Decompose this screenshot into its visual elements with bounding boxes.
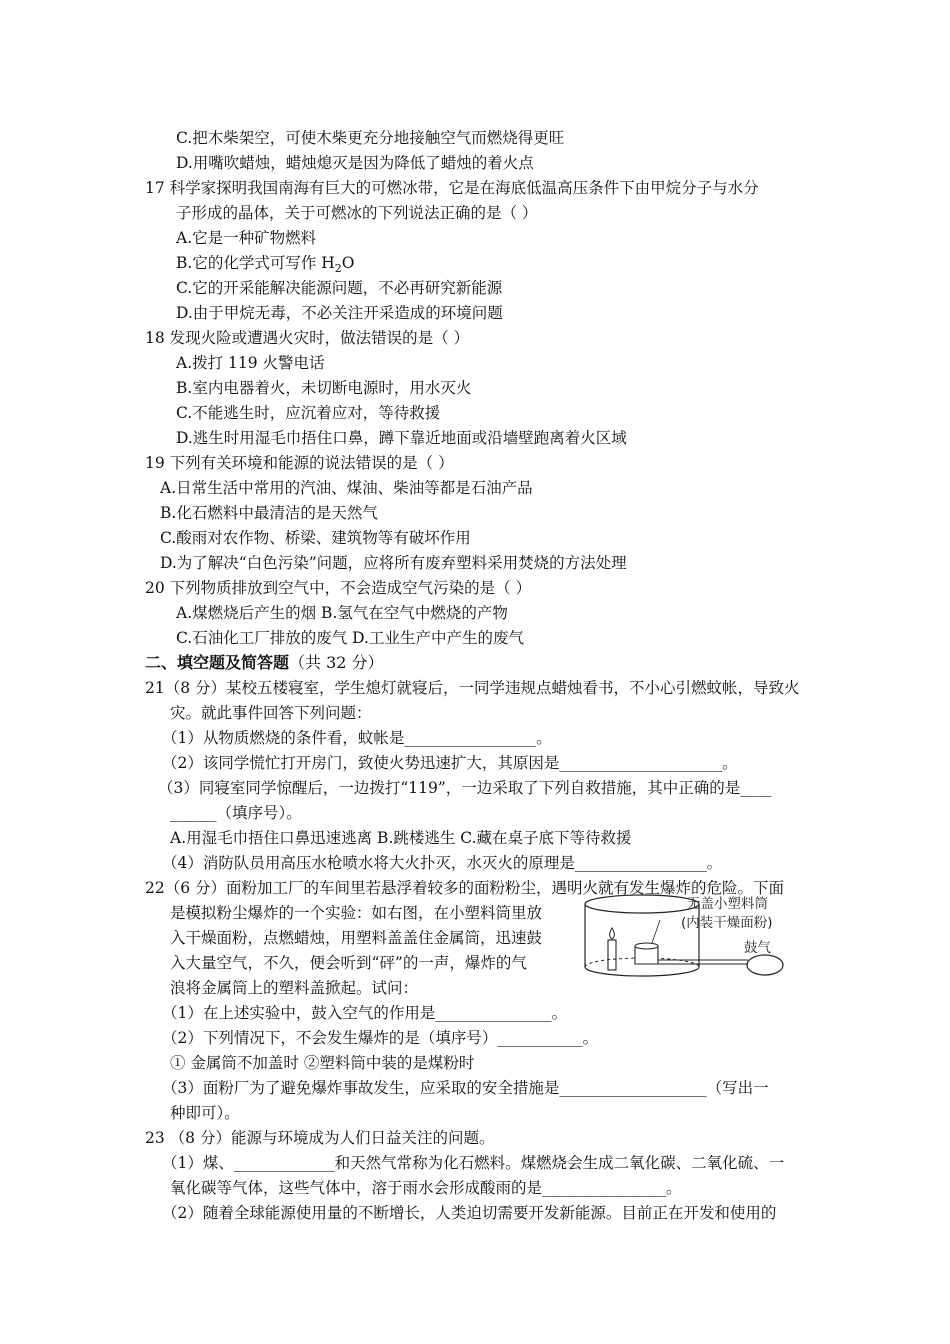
formula-subscript: 2 [334, 262, 342, 276]
formula-suffix: O [341, 254, 355, 272]
dust-explosion-figure [570, 890, 800, 990]
text-line: 22（6 分）面粉加工厂的车间里若悬浮着较多的面粉粉尘，遇明火就有发生爆炸的危险。下面 [145, 879, 785, 897]
figure-label-pump: 鼓气 [744, 940, 771, 956]
text-line: 23 （8 分）能源与环境成为人们日益关注的问题。 [145, 1129, 495, 1147]
text-line: 19 下列有关环境和能源的说法错误的是（ ） [145, 454, 454, 472]
text-line: 灾。就此事件回答下列问题： [170, 704, 372, 722]
flame-icon [610, 928, 615, 939]
text-line: D.为了解决“白色污染”问题，应将所有废弃塑料采用焚烧的方法处理 [160, 554, 627, 572]
text-line: 17 科学家探明我国南海有巨大的可燃冰带，它是在海底低温高压条件下由甲烷分子与水分 [145, 179, 759, 197]
text-line: 入大量空气，不久，便会听到“砰”的一声，爆炸的气 [170, 954, 527, 972]
formula-prefix: B.它的化学式可写作 H [176, 254, 335, 272]
text-line: （1）在上述实验中，鼓入空气的作用是_______________。 [162, 1004, 568, 1022]
text-line: 氧化碳等气体，这些气体中，溶于雨水会形成酸雨的是________________。 [170, 1179, 682, 1197]
metal-can-bottom-front [585, 967, 699, 976]
text-line: B.化石燃料中最清洁的是天然气 [160, 504, 378, 522]
figure-label-flour: (内装干燥面粉) [681, 915, 773, 931]
text-line: A.用湿毛巾捂住口鼻迅速逃离 B.跳楼逃生 C.藏在桌子底下等待救援 [170, 829, 632, 847]
text-line: （2）该同学慌忙打开房门，致使火势迅速扩大，其原因是_____________________。 [162, 754, 738, 772]
text-line: D.逃生时用湿毛巾捂住口鼻，蹲下靠近地面或沿墙壁跑离着火区域 [176, 429, 627, 447]
text-line: 18 发现火险或遭遇火灾时，做法错误的是（ ） [145, 329, 470, 347]
text-line: （3）同寝室同学惊醒后，一边拨打“119”，一边采取了下列自救措施，其中正确的是____ [158, 779, 772, 797]
text-line: C.酸雨对农作物、桥梁、建筑物等有破坏作用 [160, 529, 471, 547]
text-line: ① 金属筒不加盖时 ②塑料筒中装的是煤粉时 [170, 1054, 475, 1072]
text-line: D.由于甲烷无毒，不必关注开采造成的环境问题 [176, 304, 503, 322]
text-line: A.煤燃烧后产生的烟 B.氢气在空气中燃烧的产物 [176, 604, 508, 622]
text-line: 20 下列物质排放到空气中，不会造成空气污染的是（ ） [145, 579, 532, 597]
leader-line [652, 920, 660, 943]
text-line: （2）下列情况下，不会发生爆炸的是（填序号）___________。 [162, 1029, 599, 1047]
text-line: （2）随着全球能源使用量的不断增长，人类迫切需要开发新能源。目前正在开发和使用的 [162, 1204, 777, 1222]
text-line: D.用嘴吹蜡烛，蜡烛熄灭是因为降低了蜡烛的着火点 [176, 154, 534, 172]
text-line: A.它是一种矿物燃料 [176, 229, 317, 247]
text-line: 子形成的晶体，关于可燃冰的下列说法正确的是（ ） [176, 204, 538, 222]
text-line: A.日常生活中常用的汽油、煤油、柴油等都是石油产品 [160, 479, 533, 497]
candle-icon [608, 940, 616, 970]
text-line: （3）面粉厂为了避免爆炸事故发生，应采取的安全措施是___________________（写出一 [162, 1079, 769, 1097]
metal-can-top [585, 895, 699, 913]
text-line: B.室内电器着火，未切断电源时，用水灭火 [176, 379, 472, 397]
text-line: 浪将金属筒上的塑料盖掀起。试问： [170, 979, 419, 997]
pump-bulb-icon [747, 955, 783, 975]
text-line: 是模拟粉尘爆炸的一个实验：如右图，在小塑料筒里放 [170, 904, 543, 922]
text-line: （4）消防队员用高压水枪喷水将大火扑灭，水灭火的原理是_________________。 [162, 854, 723, 872]
text-line: ______（填序号）。 [170, 804, 302, 822]
text-line: C.把木柴架空，可使木柴更充分地接触空气而燃烧得更旺 [176, 129, 565, 147]
text-line: 入干燥面粉，点燃蜡烛，用塑料盖盖住金属筒，迅速鼓 [170, 929, 543, 947]
section-heading [145, 653, 384, 673]
text-line: C.它的开采能解决能源问题，不必再研究新能源 [176, 279, 503, 297]
plastic-cup-rim [635, 943, 658, 949]
text-line: C.不能逃生时，应沉着应对，等待救援 [176, 404, 441, 422]
section-title: 二、填空题及简答题 [145, 653, 290, 672]
section-score: （共 32 分） [289, 653, 384, 672]
text-line: A.拨打 119 火警电话 [176, 354, 325, 372]
text-line: 21（8 分）某校五楼寝室，学生熄灯就寝后，一同学违规点蜡烛看书，不小心引燃蚊帐，导致火 [145, 679, 800, 697]
text-line: （1）煤、_____________和天然气常称为化石燃料。煤燃烧会生成二氧化碳、二氧化硫、一 [162, 1154, 785, 1172]
text-line: （1）从物质燃烧的条件看，蚊帐是_________________。 [162, 729, 552, 747]
figure-label-cup: 无盖小塑料筒 [687, 896, 768, 912]
text-line: 种即可）。 [170, 1104, 240, 1122]
text-line: C.石油化工厂排放的废气 D.工业生产中产生的废气 [176, 629, 524, 647]
formula-option-line [176, 253, 354, 279]
